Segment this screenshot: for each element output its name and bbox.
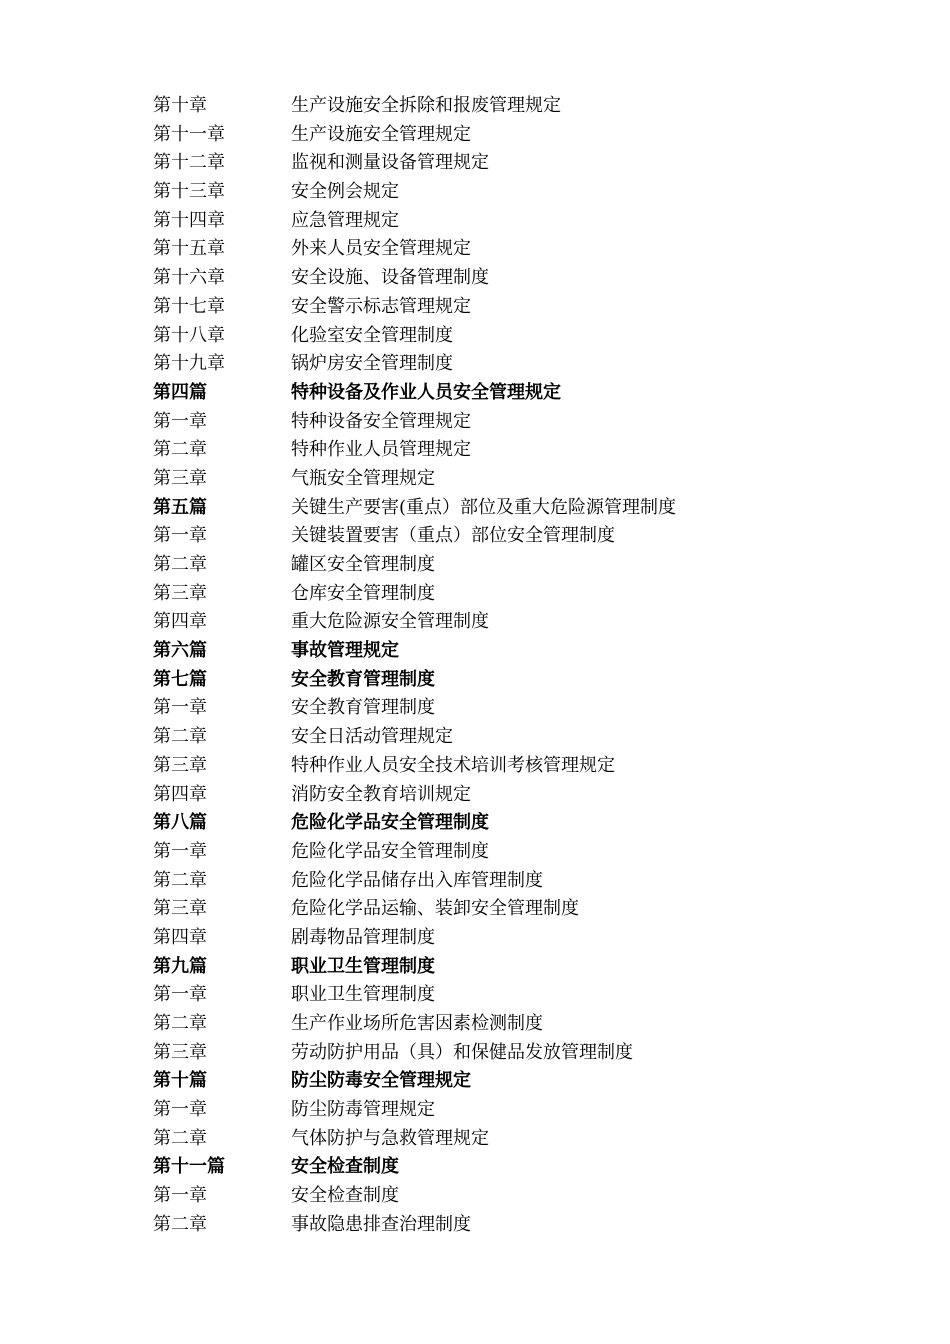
- toc-chapter-row: [153, 781, 873, 810]
- chapter-title: 气体防护与急救管理规定: [291, 1127, 489, 1149]
- part-number: 第八篇: [153, 812, 207, 834]
- chapter-number: 第一章: [153, 1099, 207, 1121]
- chapter-number: 第二章: [153, 869, 207, 891]
- chapter-number: 第三章: [153, 467, 207, 489]
- toc-chapter-row: [153, 551, 873, 580]
- toc-chapter-row: [153, 867, 873, 896]
- chapter-number: 第二章: [153, 1127, 207, 1149]
- chapter-number: 第十六章: [153, 267, 225, 289]
- part-title: 防尘防毒安全管理规定: [291, 1070, 471, 1092]
- table-of-contents: [153, 92, 873, 1240]
- toc-chapter-row: [153, 149, 873, 178]
- chapter-title: 职业卫生管理制度: [291, 984, 435, 1006]
- toc-part-row: [153, 809, 873, 838]
- toc-part-row: [153, 637, 873, 666]
- toc-chapter-row: [153, 1125, 873, 1154]
- toc-chapter-row: [153, 121, 873, 150]
- chapter-title: 关键装置要害（重点）部位安全管理制度: [291, 525, 615, 547]
- chapter-title: 生产作业场所危害因素检测制度: [291, 1013, 543, 1034]
- chapter-title: 特种设备安全管理规定: [291, 410, 471, 432]
- part-title: 职业卫生管理制度: [291, 955, 435, 977]
- chapter-title: 气瓶安全管理规定: [291, 467, 435, 489]
- chapter-number: 第十七章: [153, 295, 225, 317]
- chapter-title: 劳动防护用品（具）和保健品发放管理制度: [291, 1041, 633, 1063]
- chapter-title: 应急管理规定: [291, 209, 399, 231]
- toc-chapter-row: [153, 436, 873, 465]
- toc-part-row: [153, 953, 873, 982]
- toc-chapter-row: [153, 1211, 873, 1240]
- chapter-title: 事故隐患排查治理制度: [291, 1213, 471, 1235]
- chapter-title: 监视和测量设备管理规定: [291, 152, 489, 174]
- chapter-title: 防尘防毒管理规定: [291, 1099, 435, 1121]
- chapter-number: 第十三章: [153, 181, 225, 203]
- chapter-number: 第一章: [153, 525, 207, 547]
- chapter-title: 危险化学品运输、装卸安全管理制度: [291, 898, 579, 920]
- toc-chapter-row: [153, 522, 873, 551]
- chapter-title: 安全例会规定: [291, 181, 399, 203]
- part-number: 第十篇: [153, 1070, 207, 1092]
- chapter-number: 第十章: [153, 95, 207, 116]
- chapter-title: 特种作业人员安全技术培训考核管理规定: [291, 754, 615, 776]
- toc-chapter-row: [153, 694, 873, 723]
- chapter-number: 第三章: [153, 1041, 207, 1063]
- chapter-title: 特种作业人员管理规定: [291, 439, 471, 461]
- chapter-title: 化验室安全管理制度: [291, 324, 453, 346]
- toc-chapter-row: [153, 1182, 873, 1211]
- toc-chapter-row: [153, 235, 873, 264]
- chapter-title: 生产设施安全拆除和报废管理规定: [291, 95, 561, 116]
- chapter-title: 剧毒物品管理制度: [291, 926, 435, 948]
- part-number: 第七篇: [153, 668, 207, 690]
- part-title: 安全教育管理制度: [291, 668, 435, 690]
- toc-chapter-row: [153, 322, 873, 351]
- toc-chapter-row: [153, 838, 873, 867]
- chapter-number: 第十八章: [153, 324, 225, 346]
- toc-part-row: [153, 1153, 873, 1182]
- part-number: 第六篇: [153, 640, 207, 662]
- chapter-number: 第一章: [153, 410, 207, 432]
- chapter-title: 生产设施安全管理规定: [291, 123, 471, 145]
- part-title: 危险化学品安全管理制度: [291, 812, 489, 834]
- chapter-title: 安全警示标志管理规定: [291, 295, 471, 317]
- chapter-number: 第一章: [153, 1185, 207, 1207]
- toc-chapter-row: [153, 350, 873, 379]
- chapter-number: 第四章: [153, 611, 207, 633]
- chapter-number: 第四章: [153, 926, 207, 948]
- toc-chapter-row: [153, 92, 873, 121]
- toc-chapter-row: [153, 207, 873, 236]
- chapter-number: 第三章: [153, 582, 207, 604]
- chapter-number: 第二章: [153, 1013, 207, 1034]
- chapter-number: 第十二章: [153, 152, 225, 174]
- chapter-title: 外来人员安全管理规定: [291, 238, 471, 260]
- chapter-title: 重大危险源安全管理制度: [291, 611, 489, 633]
- chapter-number: 第二章: [153, 726, 207, 748]
- toc-chapter-row: [153, 264, 873, 293]
- chapter-title: 危险化学品安全管理制度: [291, 840, 489, 862]
- chapter-number: 第四章: [153, 783, 207, 805]
- chapter-number: 第二章: [153, 1213, 207, 1235]
- chapter-number: 第三章: [153, 754, 207, 776]
- part-title: 安全检查制度: [291, 1156, 399, 1178]
- part-number: 第五篇: [153, 496, 207, 518]
- toc-chapter-row: [153, 293, 873, 322]
- toc-part-row: [153, 379, 873, 408]
- toc-chapter-row: [153, 1039, 873, 1068]
- part-number: 第十一篇: [153, 1156, 225, 1178]
- toc-part-row: [153, 494, 873, 523]
- chapter-title: 安全检查制度: [291, 1185, 399, 1207]
- toc-chapter-row: [153, 752, 873, 781]
- toc-chapter-row: [153, 465, 873, 494]
- chapter-number: 第十一章: [153, 123, 225, 145]
- toc-chapter-row: [153, 723, 873, 752]
- toc-part-row: [153, 666, 873, 695]
- toc-chapter-row: [153, 895, 873, 924]
- chapter-title: 锅炉房安全管理制度: [291, 353, 453, 375]
- toc-chapter-row: [153, 178, 873, 207]
- toc-chapter-row: [153, 924, 873, 953]
- part-number: 第九篇: [153, 955, 207, 977]
- chapter-number: 第十五章: [153, 238, 225, 260]
- chapter-title: 罐区安全管理制度: [291, 554, 435, 575]
- chapter-number: 第一章: [153, 984, 207, 1006]
- chapter-title: 安全教育管理制度: [291, 697, 435, 719]
- chapter-title: 仓库安全管理制度: [291, 582, 435, 604]
- toc-chapter-row: [153, 1096, 873, 1125]
- chapter-number: 第十四章: [153, 209, 225, 231]
- toc-chapter-row: [153, 981, 873, 1010]
- part-title: 特种设备及作业人员安全管理规定: [291, 381, 561, 403]
- chapter-title: 安全日活动管理规定: [291, 726, 453, 748]
- part-number: 第四篇: [153, 381, 207, 403]
- chapter-number: 第一章: [153, 697, 207, 719]
- toc-part-row: [153, 1067, 873, 1096]
- chapter-number: 第三章: [153, 898, 207, 920]
- chapter-number: 第一章: [153, 840, 207, 862]
- chapter-title: 危险化学品储存出入库管理制度: [291, 869, 543, 891]
- chapter-number: 第二章: [153, 439, 207, 461]
- chapter-number: 第二章: [153, 554, 207, 575]
- part-title: 关键生产要害(重点）部位及重大危险源管理制度: [291, 496, 677, 518]
- chapter-title: 安全设施、设备管理制度: [291, 267, 489, 289]
- toc-chapter-row: [153, 408, 873, 437]
- part-title: 事故管理规定: [291, 640, 399, 662]
- toc-chapter-row: [153, 1010, 873, 1039]
- chapter-number: 第十九章: [153, 353, 225, 375]
- toc-chapter-row: [153, 608, 873, 637]
- chapter-title: 消防安全教育培训规定: [291, 783, 471, 805]
- toc-chapter-row: [153, 580, 873, 609]
